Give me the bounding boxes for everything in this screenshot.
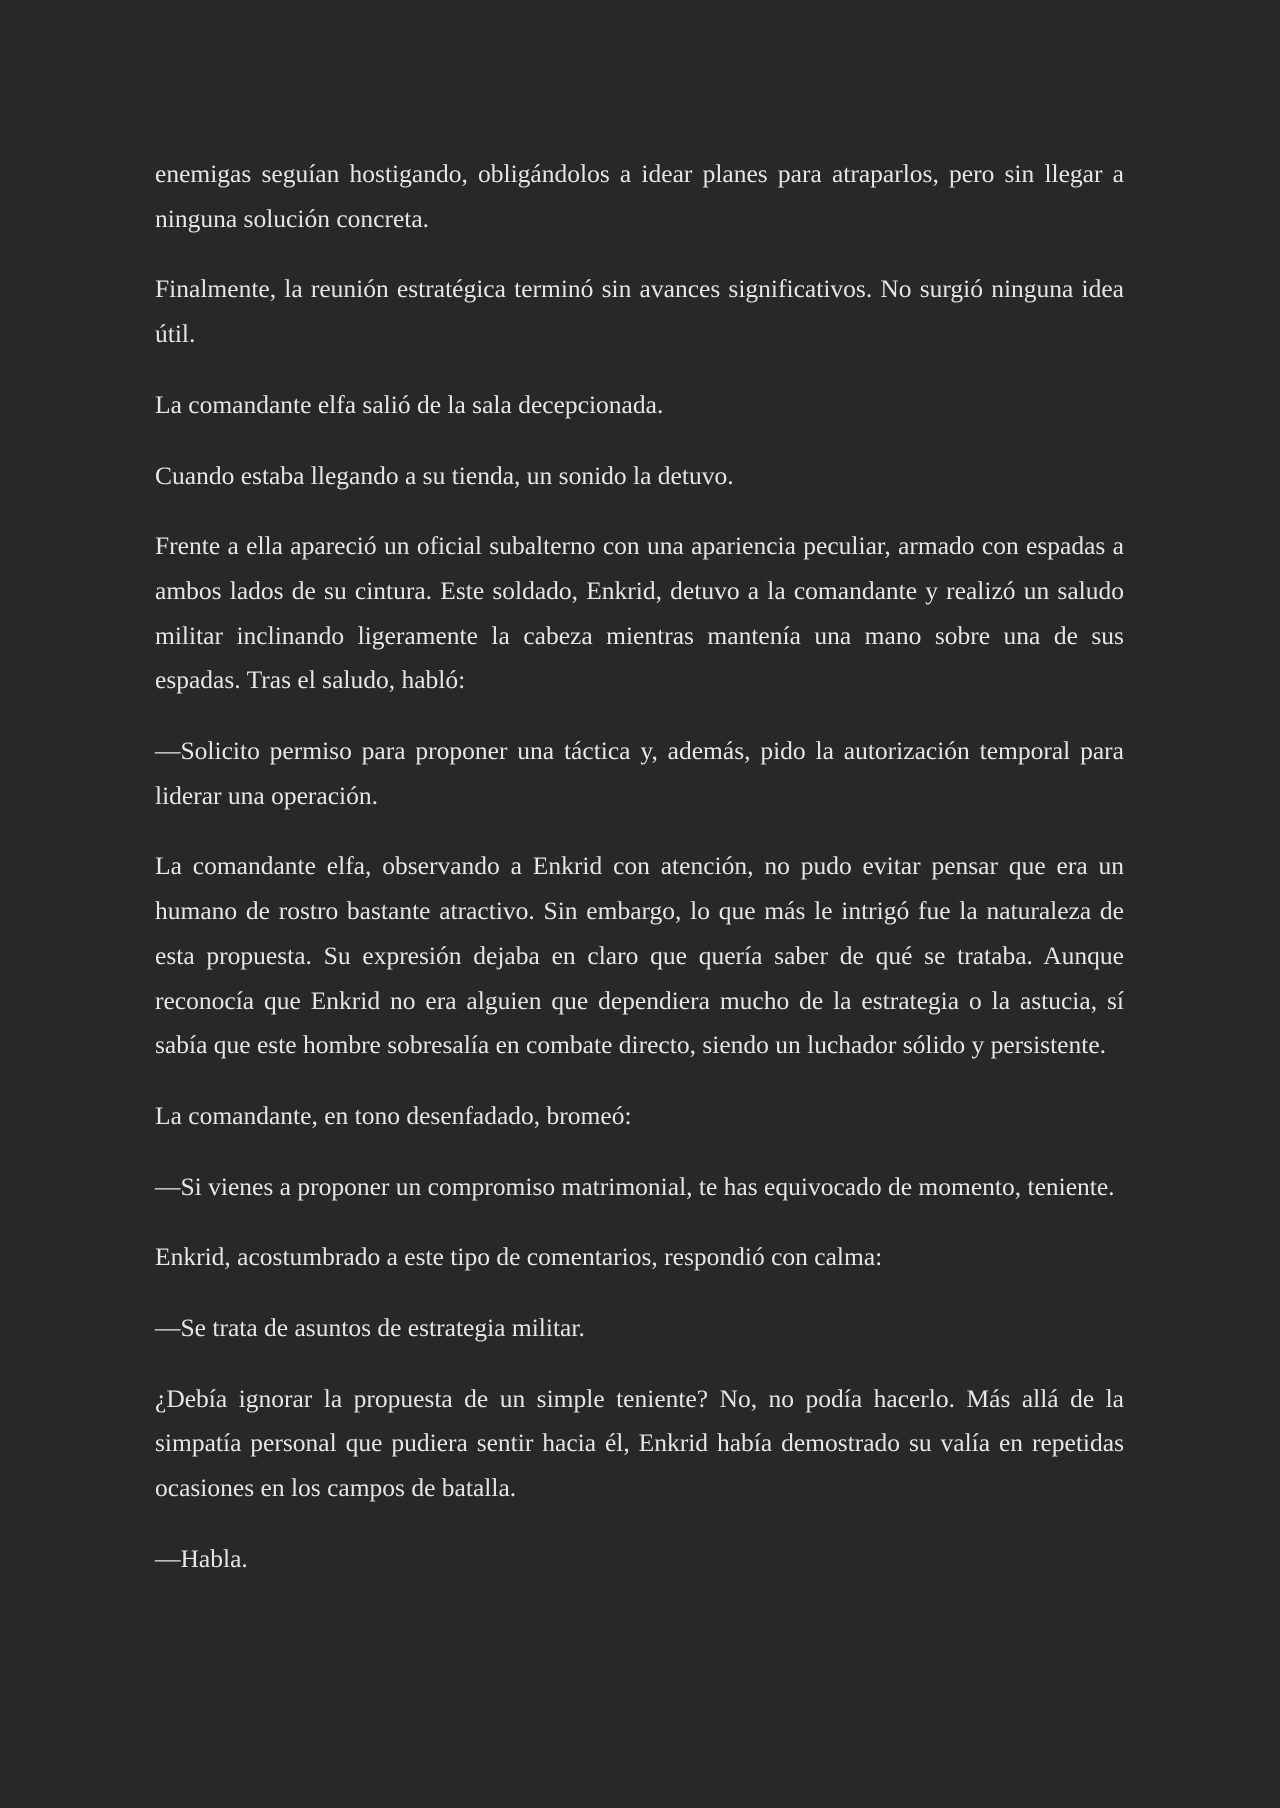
paragraph: La comandante elfa salió de la sala decepcionada. — [155, 389, 664, 419]
paragraph: Cuando estaba llegando a su tienda, un sonido la detuvo. — [155, 460, 734, 490]
paragraph: Enkrid, acostumbrado a este tipo de comentarios, respondió con calma: — [155, 1242, 883, 1272]
paragraph: La comandante, en tono desenfadado, bromeó: — [155, 1100, 632, 1130]
paragraph: —Habla. — [155, 1543, 248, 1573]
paragraph: —Si vienes a proponer un compromiso matrimonial, te has equivocado de momento, teniente. — [155, 1171, 1115, 1201]
paragraph: —Solicito permiso para proponer una táctica y, además, pido la autorización temporal para liderar una operación. — [155, 736, 1124, 810]
paragraph: —Se trata de asuntos de estrategia militar. — [155, 1313, 585, 1343]
paragraph: Frente a ella apareció un oficial subalterno con una apariencia peculiar, armado con espadas a ambos lados de su cintura. Este soldado, Enkrid, detuvo a la comandante y realizó un saludo militar inclinando ligeramente la cabeza mientras mantenía una mano sobre una de sus espadas. Tras el saludo, habló: — [155, 531, 1124, 695]
chapter-text — [155, 152, 1124, 1582]
paragraph: ¿Debía ignorar la propuesta de un simple teniente? No, no podía hacerlo. Más allá de la simpatía personal que pudiera sentir hacia él, Enkrid había demostrado su valía en repetidas ocasiones en los campos de batalla. — [155, 1383, 1124, 1503]
paragraph: Finalmente, la reunión estratégica terminó sin avances significativos. No surgió ninguna idea útil. — [155, 274, 1124, 349]
paragraph: La comandante elfa, observando a Enkrid con atención, no pudo evitar pensar que era un humano de rostro bastante atractivo. Sin embargo, lo que más le intrigó fue la naturaleza de esta propuesta. Su expresión dejaba en claro que quería saber de qué se trataba. Aunque reconocía que Enkrid no era alguien que dependiera mucho de la estrategia o la astucia, sí sabía que este hombre sobresalía en combate directo, siendo un luchador sólido y persistente. — [155, 851, 1124, 1060]
paragraph: enemigas seguían hostigando, obligándolos a idear planes para atraparlos, pero sin llegar a ninguna solución concreta. — [155, 159, 1124, 233]
